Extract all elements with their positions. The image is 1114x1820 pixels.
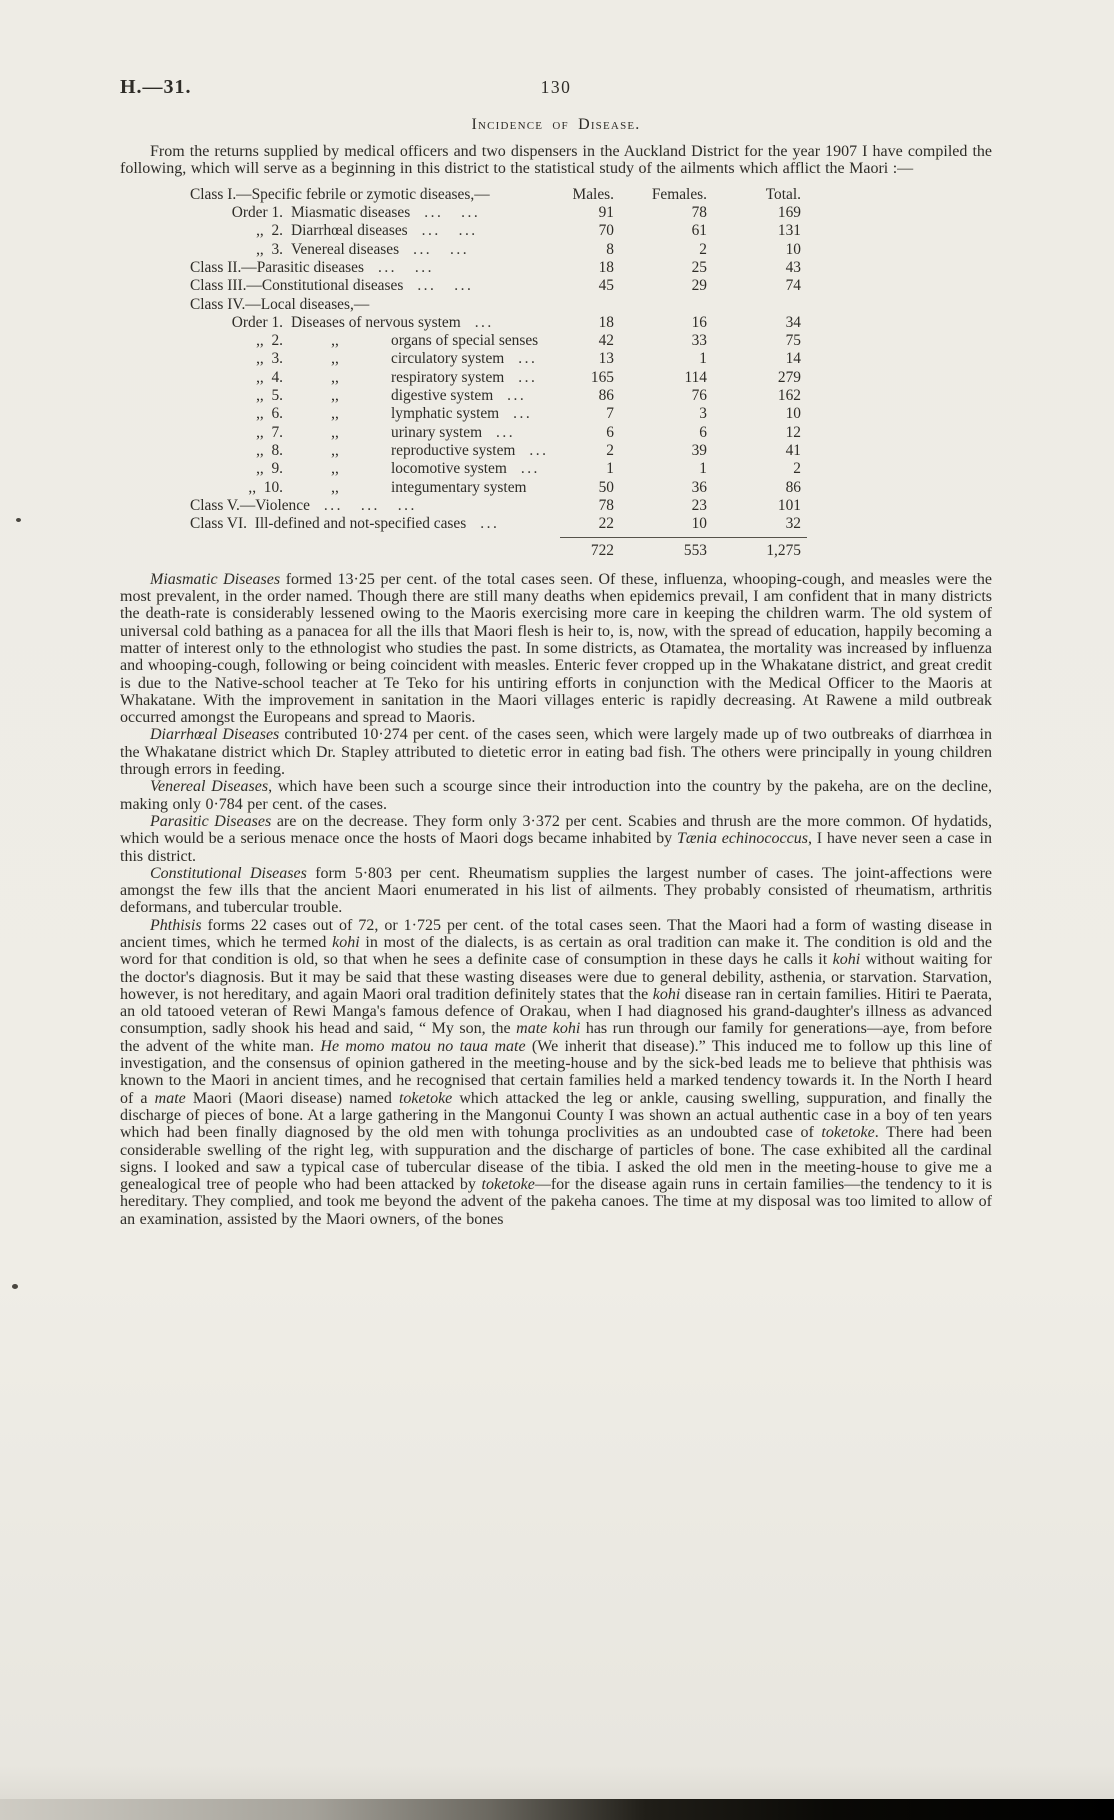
italic-term: mate kohi bbox=[516, 1020, 581, 1038]
paragraph bbox=[120, 917, 992, 1228]
italic-term: mate bbox=[154, 1089, 186, 1107]
row-label: respiratory system ... bbox=[391, 368, 538, 386]
disease-table-rows bbox=[190, 186, 807, 561]
table-row bbox=[190, 314, 807, 332]
paragraph-text: formed 13·25 per cent. of the total cases seen. Of these, influenza, whooping-cough, and measles were the most prevalent, in the order named. Though there are still many deaths when epidemics prevail, I am confident that in many districts the death-rate is considerably lessened owing to the Maoris exercising more care in keeping the children warm. The old system of universal cold bathing as a panacea for all the ills that Maori flesh is heir to, is, now, with the spread of education, happily becoming a matter of interest only to the ethnologist who studies the past. In some districts, as Otamatea, the mortality was increased by influenza and whooping-cough, following or being coincident with measles. Enteric fever cropped up in the Whakatane district, and great credit is due to the Native-school teacher at Te Teko for his untiring efforts in conjunction with the Medical Officer to the Maoris at Whakatane. With the improvement in sanitation in the Maori villages enteric is rapidly decreasing. At Rawene a mild outbreak occurred amongst the Europeans and spread to Maoris. bbox=[120, 570, 992, 727]
row-label: organs of special senses bbox=[391, 332, 539, 350]
paragraph bbox=[120, 571, 992, 727]
masthead bbox=[120, 76, 992, 104]
cell-value: 114 bbox=[684, 368, 707, 386]
table-totals-row bbox=[190, 537, 807, 560]
row-prefix: ,, 5. bbox=[256, 387, 283, 405]
cell-value: 1 bbox=[606, 460, 614, 478]
ditto-mark: ,, bbox=[331, 460, 339, 478]
ditto-mark: ,, bbox=[331, 332, 339, 350]
paragraph-text: , which have been such a scourge since their introduction into the country by the pakeha, are on the decline, making only 0·784 per cent. of the cases. bbox=[120, 778, 993, 813]
row-prefix: ,, 8. bbox=[256, 441, 283, 459]
table-row bbox=[190, 259, 807, 277]
total-value: 553 bbox=[620, 537, 715, 560]
row-label: Class V.—Violence ... ... ... bbox=[190, 496, 417, 514]
row-prefix: ,, 3. bbox=[256, 350, 283, 368]
column-header: Males. bbox=[572, 185, 614, 203]
paragraph-text: are on the decrease. They form only 3·372 per cent. Scabies and thrush are the more common. Of hydatids, which would be a serious menace once the hosts of Maori dogs became inhabited by bbox=[120, 812, 993, 848]
cell-value: 7 bbox=[606, 405, 614, 423]
dot-leader: ... ... bbox=[424, 204, 481, 222]
page-number: 130 bbox=[540, 77, 572, 97]
italic-term: Venereal Diseases bbox=[150, 778, 269, 796]
cell-value: 101 bbox=[777, 496, 801, 514]
dot-leader: ... ... bbox=[377, 259, 434, 276]
row-prefix: Order 1. bbox=[231, 313, 283, 331]
table-row bbox=[190, 296, 807, 314]
italic-term: Diarrhœal Diseases bbox=[150, 726, 280, 744]
ditto-mark: ,, bbox=[331, 368, 339, 386]
dot-leader: ... ... bbox=[413, 240, 470, 258]
dot-leader: ... bbox=[474, 313, 494, 331]
row-label: Diarrhœal diseases ... ... bbox=[291, 222, 478, 240]
cell-value: 2 bbox=[699, 240, 707, 258]
italic-term: kohi bbox=[332, 933, 360, 951]
cell-value: 16 bbox=[691, 313, 707, 331]
ditto-mark: ,, bbox=[331, 405, 339, 423]
table-row bbox=[190, 442, 807, 460]
italic-term: kohi bbox=[652, 985, 681, 1003]
row-label: Diseases of nervous system ... bbox=[291, 313, 494, 331]
ditto-mark: ,, bbox=[331, 478, 339, 496]
cell-value: 33 bbox=[691, 332, 707, 350]
column-header: Females. bbox=[651, 185, 707, 203]
paragraph-text: without waiting for the doctor's diagnosis. But it may be said that these wasting diseases were due to general debility, asthenia, or starvation. Starvation, however, is not hereditary, and again Maori oral tradition definitely states that the bbox=[120, 951, 992, 1003]
cell-value: 18 bbox=[598, 313, 614, 331]
cell-value: 78 bbox=[598, 496, 614, 514]
cell-value: 162 bbox=[777, 387, 801, 405]
cell-value: 86 bbox=[785, 478, 801, 496]
cell-value: 6 bbox=[606, 423, 614, 441]
row-label: Class VI. Ill-defined and not-specified cases ... bbox=[190, 515, 500, 533]
cell-value: 50 bbox=[598, 478, 614, 496]
cell-value: 131 bbox=[777, 222, 801, 240]
ditto-mark: ,, bbox=[331, 387, 339, 405]
intro-paragraph: From the returns supplied by medical officers and two dispensers in the Auckland District for the year 1907 I have compiled the following, which will serve as a beginning in this district to the statistical study of the ailments which afflict the Maori :— bbox=[120, 143, 992, 178]
cell-value: 91 bbox=[598, 204, 614, 222]
italic-term: toketoke bbox=[398, 1089, 453, 1107]
row-prefix: ,, 3. bbox=[256, 240, 283, 258]
paragraph bbox=[120, 813, 992, 865]
cell-value: 42 bbox=[598, 332, 614, 350]
paragraph bbox=[120, 726, 992, 778]
row-label: Class IV.—Local diseases,— bbox=[190, 295, 370, 313]
italic-term: toketoke bbox=[821, 1124, 875, 1142]
row-label: Class II.—Parasitic diseases ... ... bbox=[190, 259, 434, 276]
cell-value: 2 bbox=[793, 460, 801, 478]
total-value: 722 bbox=[560, 537, 620, 560]
table-row bbox=[190, 186, 807, 204]
italic-term: Tænia echinococcus bbox=[676, 830, 808, 848]
row-prefix: ,, 2. bbox=[256, 222, 283, 240]
row-label: Class III.—Constitutional diseases ... ... bbox=[190, 277, 474, 295]
row-label: Venereal diseases ... ... bbox=[291, 240, 470, 258]
cell-value: 1 bbox=[699, 460, 707, 478]
cell-value: 78 bbox=[691, 204, 707, 222]
cell-value: 18 bbox=[598, 259, 614, 276]
row-prefix: Order 1. bbox=[231, 204, 283, 222]
table-row bbox=[190, 497, 807, 515]
dot-leader: ... bbox=[513, 405, 533, 423]
section-title: Incidence of Disease. bbox=[471, 116, 641, 133]
table-row bbox=[190, 222, 807, 240]
row-label: digestive system ... bbox=[391, 387, 527, 405]
table-row bbox=[190, 204, 807, 222]
cell-value: 25 bbox=[691, 259, 707, 276]
dot-leader: ... ... bbox=[421, 222, 478, 240]
italic-term: kohi bbox=[832, 951, 861, 969]
paragraph-text: —for the disease again runs in certain families—the tendency to it is hereditary. They complied, and took me beyond the advent of the pakeha canoes. The time at my disposal was too limited to allow of an examination, assisted by the Maori owners, of the bones bbox=[120, 1176, 993, 1228]
ditto-mark: ,, bbox=[331, 441, 339, 459]
paragraphs bbox=[120, 571, 992, 1228]
cell-value bbox=[715, 296, 807, 314]
paragraph-text: . There had been considerable swelling of the right leg, with suppuration and the discharge of particles of bone. The case exhibited all the cardinal signs. I looked and saw a typical case of tubercular disease of the tibia. I asked the old men in the meeting-house to give me a genealogical tree of people who had been attacked by bbox=[120, 1124, 992, 1194]
cell-value: 45 bbox=[598, 277, 614, 295]
cell-value: 14 bbox=[785, 350, 801, 368]
table-row bbox=[190, 424, 807, 442]
table-row bbox=[190, 515, 807, 533]
table-row bbox=[190, 405, 807, 423]
cell-value: 75 bbox=[785, 332, 801, 350]
cell-value: 29 bbox=[691, 277, 707, 295]
paragraph-text: in most of the dialects, is as certain as oral tradition can make it. The condition is old and the word for that condition is old, so that when he sees a definite case of consumption in these days he calls it bbox=[120, 933, 992, 969]
cell-value: 39 bbox=[691, 441, 707, 459]
row-label: circulatory system ... bbox=[391, 350, 538, 368]
cell-value: 32 bbox=[785, 515, 801, 533]
dot-leader: ... bbox=[496, 423, 516, 441]
cell-value bbox=[560, 296, 620, 314]
cell-value: 23 bbox=[691, 496, 707, 514]
paragraph-text: form 5·803 per cent. Rheumatism supplies the largest number of cases. The joint-affections were amongst the few ills that the ancient Maori enumerated in his list of ailments. They probably consisted of rheumatism, arthritis deformans, and tubercular trouble. bbox=[120, 864, 993, 917]
cell-value: 13 bbox=[598, 350, 614, 368]
italic-term: Constitutional Diseases bbox=[150, 864, 307, 882]
table-row bbox=[190, 350, 807, 368]
dot-leader: ... bbox=[507, 387, 527, 405]
row-label: integumentary system bbox=[391, 478, 527, 496]
cell-value: 22 bbox=[598, 515, 614, 533]
paragraph bbox=[120, 778, 992, 813]
ditto-mark: ,, bbox=[331, 423, 339, 441]
dot-leader: ... ... bbox=[417, 277, 474, 295]
cell-value: 165 bbox=[590, 368, 614, 386]
scan-speck bbox=[16, 518, 21, 522]
paragraph-text: forms 22 cases out of 72, or 1·725 per cent. of the total cases seen. That the Maori had a form of wasting disease in ancient times, which he termed bbox=[120, 916, 992, 951]
row-label: lymphatic system ... bbox=[391, 405, 533, 423]
cell-value: 70 bbox=[598, 222, 614, 240]
dot-leader: ... ... ... bbox=[323, 496, 417, 514]
dot-leader: ... bbox=[480, 515, 500, 533]
cell-value: 36 bbox=[691, 478, 707, 496]
cell-value: 6 bbox=[699, 423, 707, 441]
row-prefix: ,, 9. bbox=[256, 460, 283, 478]
row-prefix: ,, 7. bbox=[256, 423, 283, 441]
cell-value: 12 bbox=[785, 423, 801, 441]
row-label: locomotive system ... bbox=[391, 460, 540, 478]
row-label: reproductive system ... bbox=[391, 441, 549, 459]
table-row bbox=[190, 369, 807, 387]
report-number: H.—31. bbox=[120, 76, 192, 98]
scan-edge-bottom bbox=[0, 1799, 1114, 1820]
table-row bbox=[190, 241, 807, 259]
italic-term: Miasmatic Diseases bbox=[150, 570, 281, 588]
cell-value: 279 bbox=[777, 368, 801, 386]
paragraph-text: , I have never seen a case in this district. bbox=[120, 830, 992, 865]
row-prefix: ,, 2. bbox=[256, 332, 283, 350]
dot-leader: ... bbox=[518, 350, 538, 368]
table-row bbox=[190, 277, 807, 295]
paragraph-text: disease ran in certain families. Hitiri te Paerata, an old tatooed veteran of Rewi Manga's famous defence of Orakau, when I had diagnosed his grand-daughter's illness as advanced consumption, sadly shook his head and said, “ My son, the bbox=[120, 985, 992, 1038]
dot-leader: ... bbox=[518, 368, 538, 386]
paragraph-text: has run through our family for generations—aye, from before the advent of the white man. bbox=[120, 1020, 993, 1055]
ditto-mark: ,, bbox=[331, 350, 339, 368]
cell-value: 169 bbox=[777, 204, 801, 222]
dot-leader: ... bbox=[520, 460, 540, 478]
cell-value: 43 bbox=[785, 259, 801, 276]
paragraph-text: (We inherit that disease).” This induced me to follow up this line of investigation, and the consensus of opinion gathered in the meeting-house and by the sick-bed leads me to believe that phthisis was known to the Maori in ancient times, and he recognised that certain families held a marked tendency towards it. In the North I heard of a bbox=[120, 1037, 993, 1107]
cell-value: 10 bbox=[785, 240, 801, 258]
cell-value: 61 bbox=[691, 222, 707, 240]
italic-term: Parasitic Diseases bbox=[150, 812, 272, 830]
cell-value: 3 bbox=[699, 405, 707, 423]
row-label: urinary system ... bbox=[391, 423, 516, 441]
italic-term: Phthisis bbox=[150, 916, 202, 934]
italic-term: He momo matou no taua mate bbox=[320, 1037, 526, 1055]
row-prefix: ,, 6. bbox=[256, 405, 283, 423]
dot-leader: ... bbox=[529, 441, 549, 459]
table-row bbox=[190, 460, 807, 478]
total-value: 1,275 bbox=[715, 537, 807, 560]
column-header: Total. bbox=[765, 185, 801, 203]
table-row bbox=[190, 479, 807, 497]
cell-value: 74 bbox=[785, 277, 801, 295]
table-row bbox=[190, 332, 807, 350]
row-label: Class I.—Specific febrile or zymotic diseases,— bbox=[190, 185, 490, 203]
cell-value: 8 bbox=[606, 240, 614, 258]
cell-value: 76 bbox=[691, 387, 707, 405]
cell-value: 86 bbox=[598, 387, 614, 405]
cell-value: 10 bbox=[785, 405, 801, 423]
cell-value bbox=[620, 296, 715, 314]
cell-value: 34 bbox=[785, 313, 801, 331]
paragraph-text: Maori (Maori disease) named bbox=[185, 1089, 399, 1107]
disease-table bbox=[190, 186, 807, 561]
row-label: Miasmatic diseases ... ... bbox=[291, 204, 481, 222]
page-content bbox=[120, 76, 992, 1228]
italic-term: toketoke bbox=[481, 1176, 535, 1194]
paragraph-text: which attacked the leg or ankle, causing swelling, suppuration, and finally the discharge of pieces of bone. At a large gathering in the Mangonui County I was shown an actual authentic case in a boy of ten years which had been finally diagnosed by the old men with tohunga proclivities as an undoubted case of bbox=[120, 1089, 992, 1142]
row-prefix: ,, 10. bbox=[248, 478, 283, 496]
paragraph bbox=[120, 865, 992, 917]
scan-speck bbox=[12, 1284, 18, 1289]
cell-value: 10 bbox=[691, 515, 707, 533]
cell-value: 41 bbox=[785, 441, 801, 459]
paragraph-text: contributed 10·274 per cent. of the cases seen, which were largely made up of two outbreaks of diarrhœa in the Whakatane district which Dr. Stapley attributed to dietetic error in eating bad fish. The others were principally in young children through errors in feeding. bbox=[120, 726, 993, 779]
cell-value: 2 bbox=[606, 441, 614, 459]
row-prefix: ,, 4. bbox=[256, 368, 283, 386]
table-row bbox=[190, 387, 807, 405]
cell-value: 1 bbox=[699, 350, 707, 368]
